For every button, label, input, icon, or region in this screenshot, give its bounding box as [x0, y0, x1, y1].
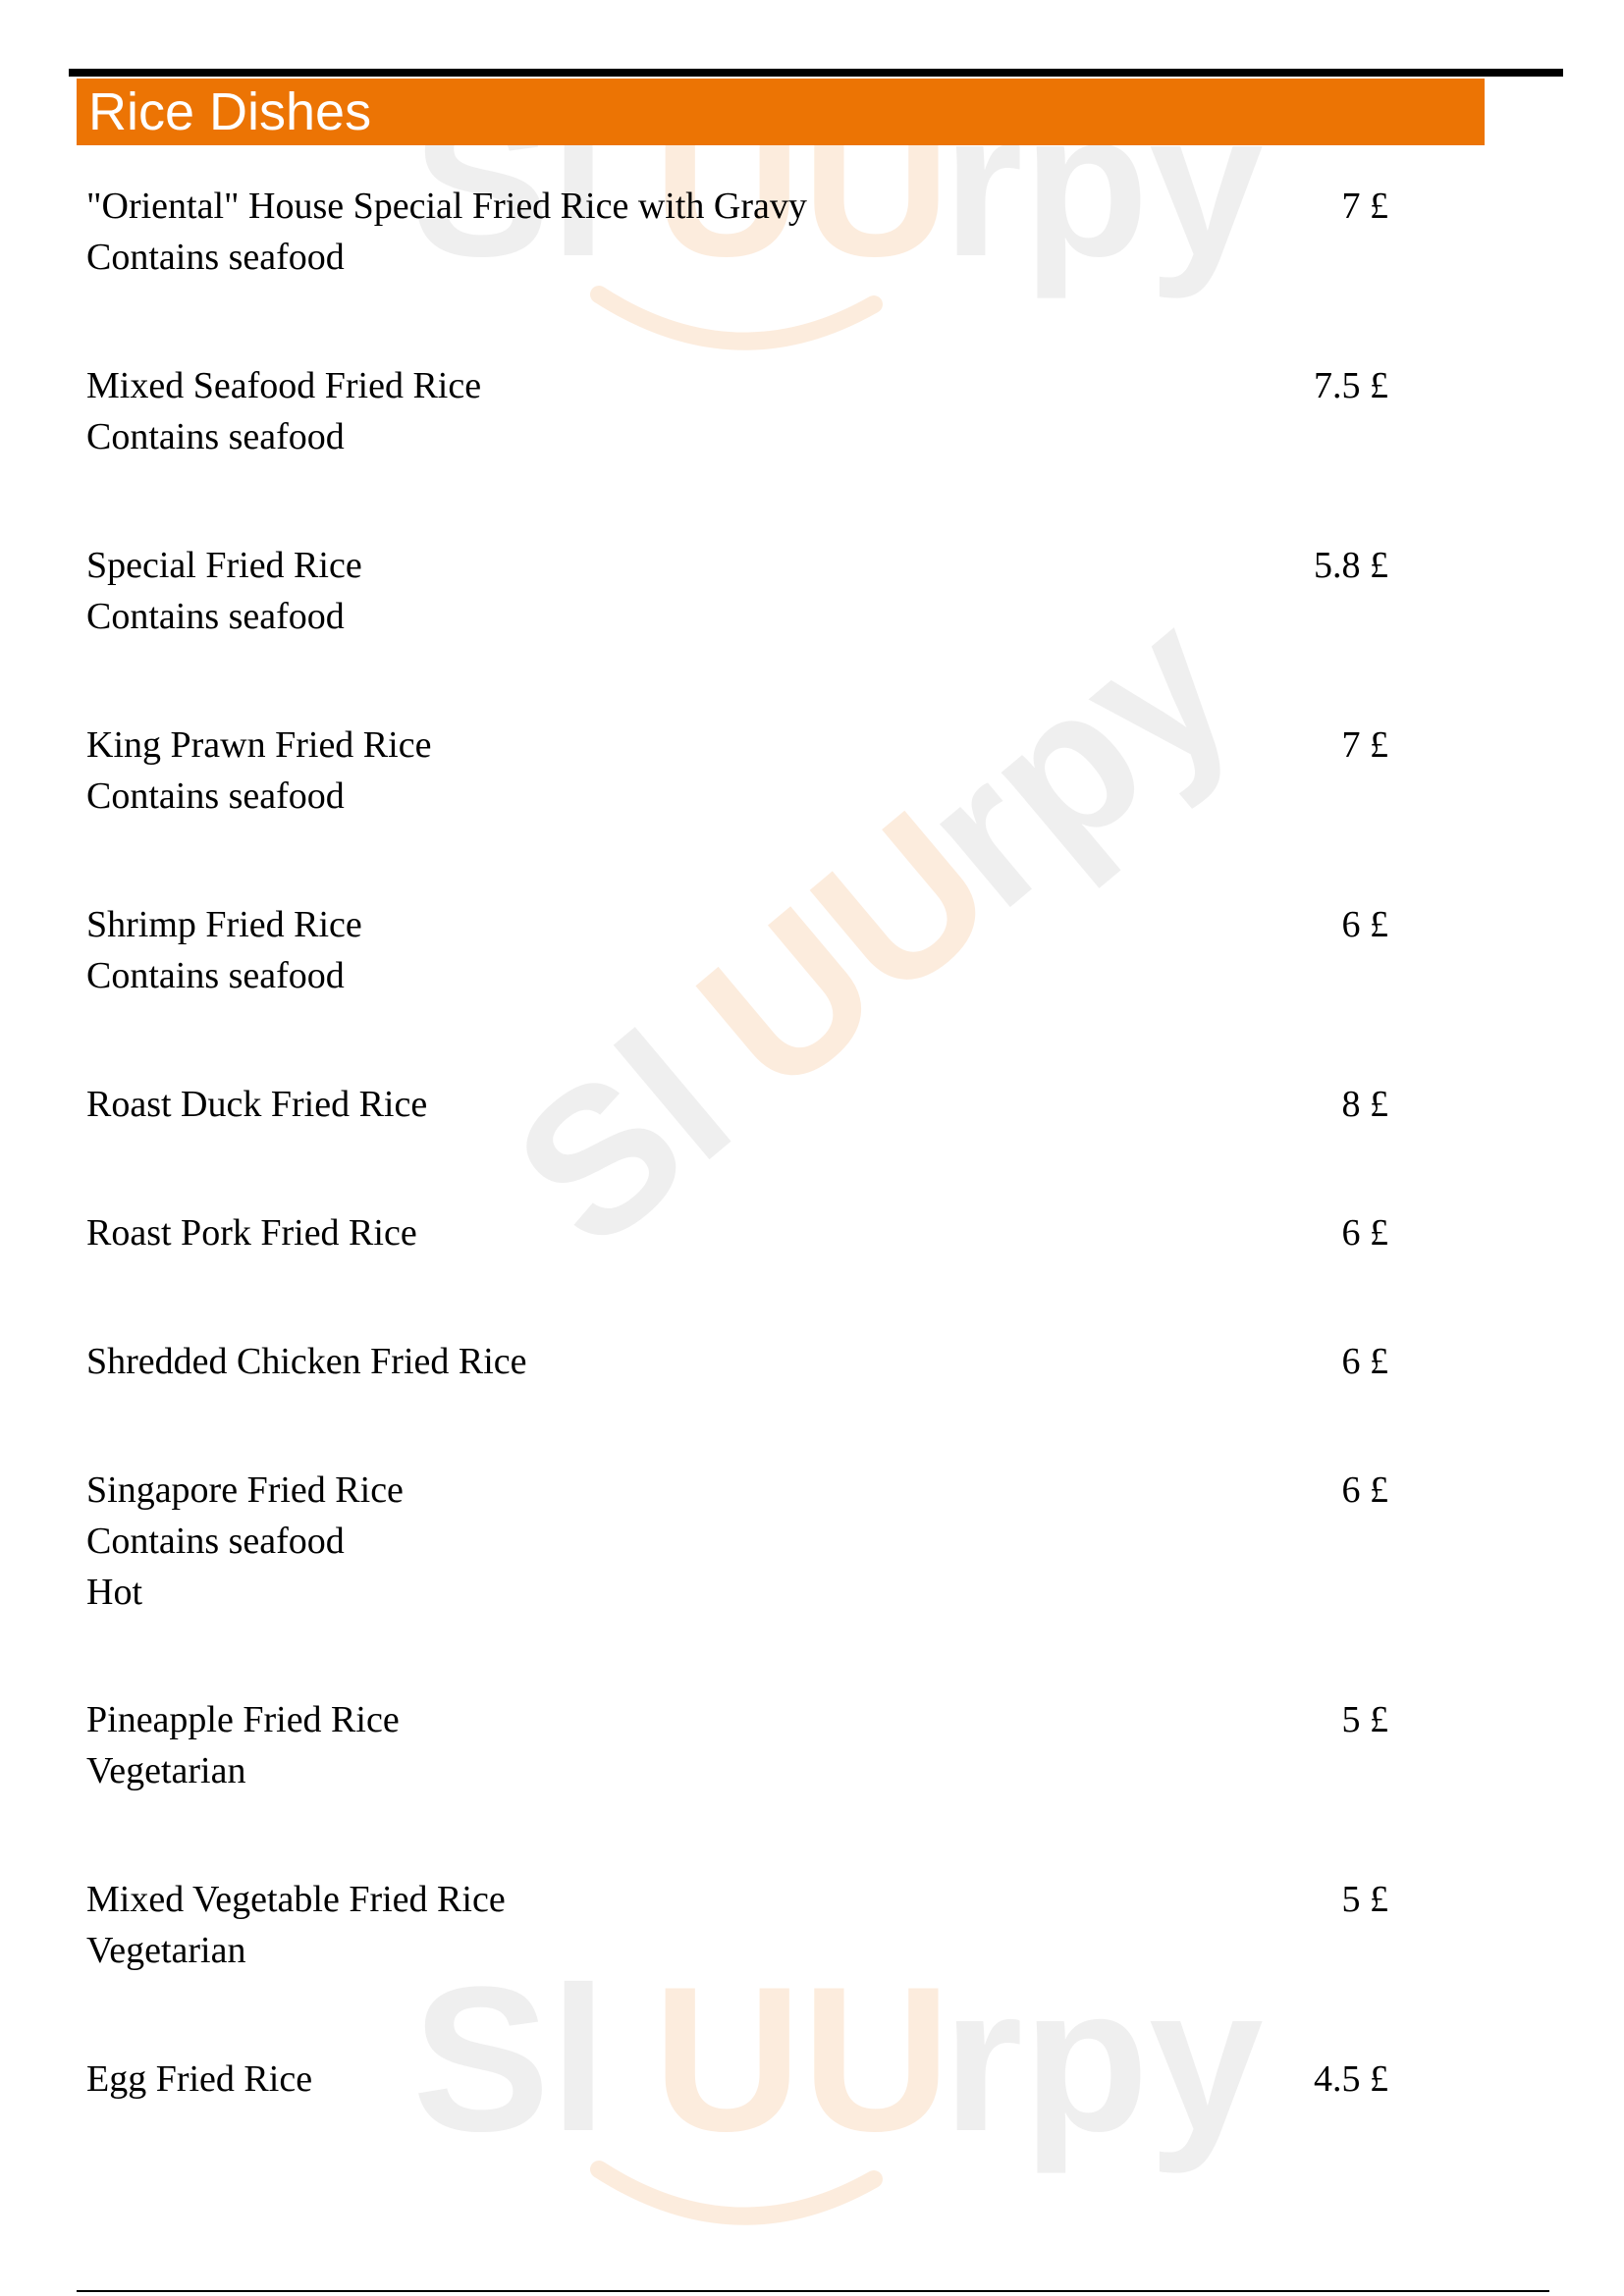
menu-item — [86, 899, 1388, 1001]
svg-text:rpy: rpy — [943, 69, 1264, 299]
top-divider — [69, 69, 1563, 77]
menu-item — [86, 1465, 1388, 1618]
item-note: Contains seafood — [86, 955, 345, 996]
svg-text:rpy: rpy — [943, 1944, 1264, 2174]
section-header — [77, 79, 1485, 145]
menu-item — [86, 1336, 1388, 1387]
item-note: Contains seafood — [86, 416, 345, 457]
item-name: Shrimp Fried Rice — [86, 904, 362, 945]
item-price: 7 £ — [1341, 186, 1388, 227]
menu-item — [86, 2054, 1388, 2105]
item-name: Singapore Fried Rice — [86, 1469, 404, 1511]
item-name: Mixed Vegetable Fried Rice — [86, 1879, 506, 1920]
item-name: Roast Pork Fried Rice — [86, 1212, 417, 1254]
svg-text:Sl: Sl — [472, 988, 771, 1292]
item-price: 7 £ — [1341, 724, 1388, 766]
menu-item — [86, 360, 1388, 462]
item-name: Pineapple Fried Rice — [86, 1699, 400, 1740]
item-price: 5 £ — [1341, 1879, 1388, 1920]
menu-item — [86, 1874, 1388, 1976]
menu-item — [86, 540, 1388, 642]
item-name: Egg Fried Rice — [86, 2058, 313, 2100]
item-price: 7.5 £ — [1314, 365, 1388, 406]
item-price: 6 £ — [1341, 1341, 1388, 1382]
item-price: 5 £ — [1341, 1699, 1388, 1740]
menu-item — [86, 1207, 1388, 1258]
item-note: Vegetarian — [86, 1930, 246, 1971]
menu-item — [86, 1079, 1388, 1130]
item-name: Special Fried Rice — [86, 545, 362, 586]
item-name: Shredded Chicken Fried Rice — [86, 1341, 527, 1382]
item-name: "Oriental" House Special Fried Rice with Gravy — [86, 186, 807, 227]
item-price: 6 £ — [1341, 1212, 1388, 1254]
item-price: 6 £ — [1341, 1469, 1388, 1511]
item-name: Mixed Seafood Fried Rice — [86, 365, 482, 406]
svg-text:rpy: rpy — [879, 566, 1273, 950]
svg-text:Sl: Sl — [412, 69, 608, 299]
item-price: 6 £ — [1341, 904, 1388, 945]
item-note: Hot — [86, 1572, 142, 1613]
svg-text:Sl: Sl — [412, 1944, 608, 2174]
item-price: 5.8 £ — [1314, 545, 1388, 586]
item-name: Roast Duck Fried Rice — [86, 1084, 428, 1125]
item-price: 8 £ — [1341, 1084, 1388, 1125]
svg-text:UU: UU — [653, 69, 951, 299]
item-note: Vegetarian — [86, 1750, 246, 1791]
item-note: Contains seafood — [86, 596, 345, 637]
menu-item — [86, 181, 1388, 283]
item-note: Contains seafood — [86, 775, 345, 817]
item-price: 4.5 £ — [1314, 2058, 1388, 2100]
svg-text:UU: UU — [653, 1944, 951, 2174]
item-note: Contains seafood — [86, 1521, 345, 1562]
svg-text:UU: UU — [657, 768, 1034, 1137]
menu-item — [86, 1694, 1388, 1796]
bottom-divider — [77, 2290, 1549, 2292]
menu-item — [86, 720, 1388, 822]
section-title: Rice Dishes — [88, 82, 372, 141]
item-name: King Prawn Fried Rice — [86, 724, 432, 766]
item-note: Contains seafood — [86, 237, 345, 278]
